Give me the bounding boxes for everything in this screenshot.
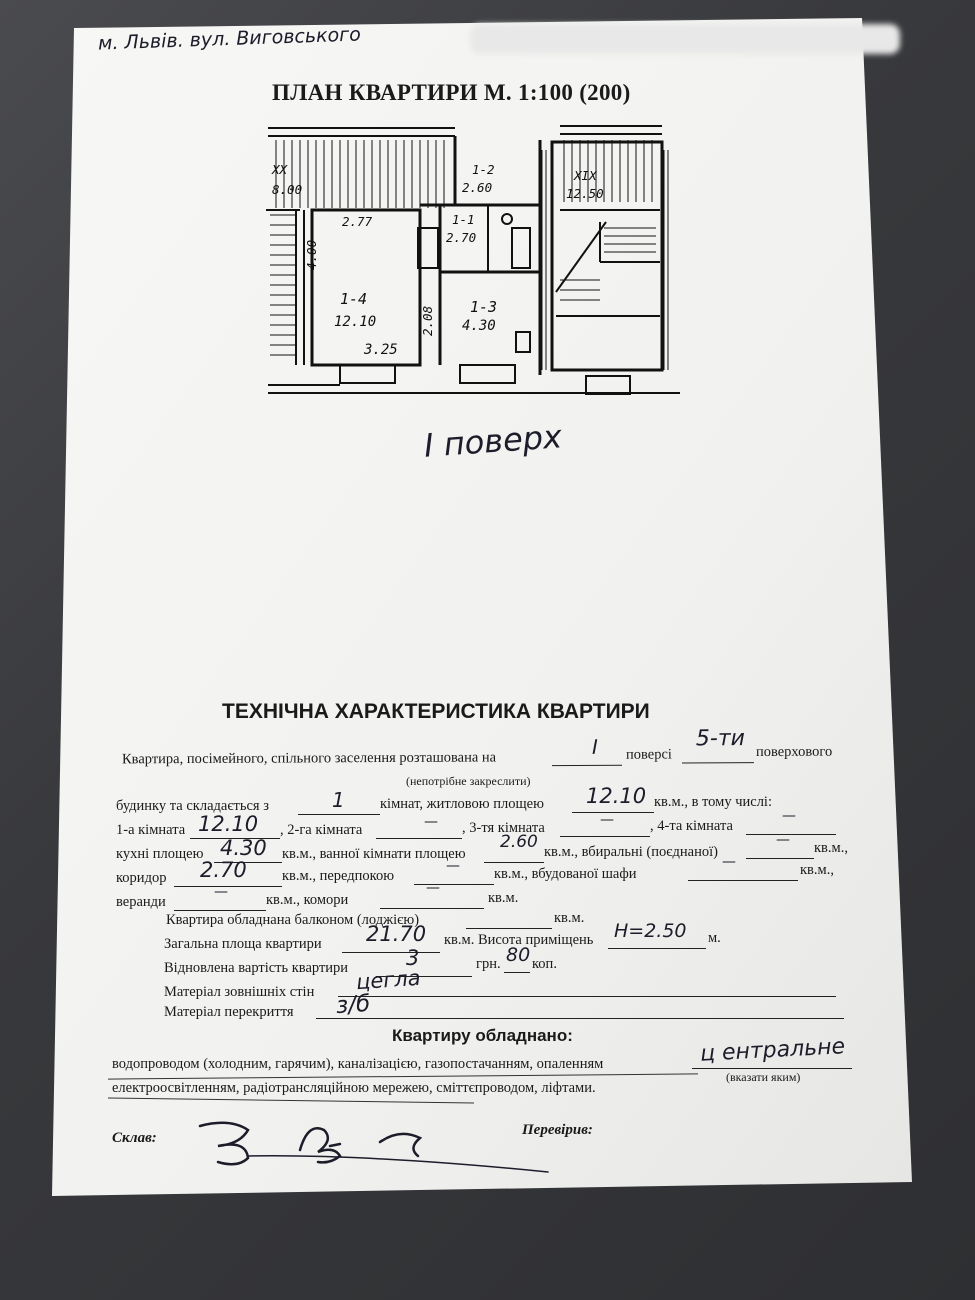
cost-text-b: грн. [476, 956, 501, 972]
bath-value: 2.60 [500, 832, 538, 852]
line4-text-a: кухні площею [116, 846, 204, 862]
note-cross-out: (непотрібне закреслити) [406, 774, 531, 788]
line1-text-a: Квартира, посімейного, спільного заселення розташована на [121, 749, 497, 768]
total-area-value: 21.70 [366, 922, 427, 946]
room4-value: — [782, 808, 796, 824]
room1-value: 12.10 [198, 812, 259, 836]
plan-label-dim-208: 2.08 [420, 305, 435, 336]
line2-text-a: будинку та складається з [116, 798, 269, 814]
line5-text-a: коридор [116, 870, 167, 886]
wardrobe-value: — [722, 854, 736, 870]
plan-label-r11-code: 1-1 [452, 212, 475, 227]
height-value: H=2.50 [614, 920, 687, 942]
compiled-by-label: Склав: [112, 1130, 157, 1146]
total-text-c: м. [708, 930, 721, 946]
line3-text-a: 1-а кімната [116, 822, 186, 838]
line5-text-b: кв.м., передпокою [282, 868, 395, 884]
cost-kop-value: 80 [506, 944, 531, 966]
hall-value: — [446, 858, 460, 874]
room2-value: — [424, 814, 438, 830]
line4-text-b: кв.м., ванної кімнати площею [282, 846, 466, 862]
equip-line2: електроосвітленням, радіотрансляційною мережею, сміттєпроводом, ліфтами. [112, 1080, 596, 1096]
plan-label-dim-277: 2.77 [342, 214, 373, 229]
plan-label-r12-area: 2.60 [462, 180, 493, 195]
checked-by-label: Перевірив: [522, 1122, 593, 1138]
kitchen-value: 4.30 [220, 836, 267, 860]
plan-title: ПЛАН КВАРТИРИ М. 1:100 (200) [272, 80, 631, 105]
balcony-text-b: кв.м. [554, 910, 585, 926]
line1-text-c: поверхового [755, 743, 833, 761]
line1-text-b: поверсі [625, 746, 672, 763]
plan-label-dim-325: 3.25 [364, 342, 398, 358]
heating-value: ц ентральне [699, 1034, 846, 1067]
cost-grn-value: 3 [406, 946, 420, 970]
ceiling-text-a: Матеріал перекриття [164, 1004, 294, 1020]
equip-note: (вказати яким) [726, 1070, 801, 1084]
living-area-value: 12.10 [586, 784, 647, 808]
line6-text-a: веранди [116, 894, 166, 910]
cost-text-a: Відновлена вартість квартири [164, 960, 349, 976]
balcony-text-a: Квартира обладнана балконом (лоджією) [166, 912, 420, 928]
veranda-value: — [214, 884, 228, 900]
line5-text-c: кв.м., вбудованої шафи [494, 866, 637, 882]
ceiling-value: з/б [335, 990, 372, 1020]
plan-label-r11-area: 2.70 [446, 230, 477, 245]
tech-title: ТЕХНІЧНА ХАРАКТЕРИСТИКА КВАРТИРИ [222, 700, 650, 723]
room3-value: — [600, 812, 614, 828]
equip-line1: водопроводом (холодним, гарячим), каналізацією, газопостачанням, опаленням [112, 1056, 604, 1072]
floors-value: 5-ти [695, 726, 746, 752]
plan-label-xx-code: XX [272, 162, 288, 177]
plan-label-r14-code: 1-4 [340, 290, 368, 308]
corridor-value: 2.70 [200, 858, 247, 882]
plan-label-xx-area: 8.00 [272, 182, 303, 197]
plan-label-r12-code: 1-2 [472, 162, 495, 177]
wc-value: — [776, 832, 790, 848]
floor-handwritten: I поверх [422, 417, 564, 465]
line3-text-d: , 4-та кімната [650, 818, 733, 834]
address-handwritten: м. Львів. вул. Виговського [97, 23, 362, 55]
line4-text-c: кв.м., вбиральні (поєднаної) [544, 844, 718, 860]
line2-text-b: кімнат, житловою площею [380, 796, 544, 812]
plan-label-r13-code: 1-3 [470, 298, 498, 316]
line2-text-c: кв.м., в тому числі: [654, 794, 772, 810]
plan-label-r14-area: 12.10 [334, 314, 377, 330]
rooms-value: 1 [332, 788, 345, 812]
total-text-a: Загальна площа квартири [164, 936, 322, 952]
plan-label-xix-code: XIX [574, 168, 597, 183]
cost-text-c: коп. [532, 956, 557, 972]
walls-value: цегла [355, 965, 422, 995]
storeroom-value: — [426, 880, 440, 896]
equip-title: Квартиру обладнано: [392, 1026, 573, 1045]
line3-text-c: , 3-тя кімната [462, 820, 545, 836]
plan-label-dim-400: 4.00 [304, 239, 319, 270]
floor-value: I [591, 734, 598, 759]
line6-text-c: кв.м. [488, 890, 519, 906]
plan-label-r13-area: 4.30 [462, 318, 496, 334]
line5-text-d: кв.м., [800, 862, 834, 878]
line6-text-b: кв.м., комори [266, 892, 349, 908]
plan-label-xix-area: 12.50 [566, 186, 604, 201]
total-text-b: кв.м. Висота приміщень [444, 932, 594, 948]
line4-text-d: кв.м., [814, 840, 848, 856]
walls-text-a: Матеріал зовнішніх стін [164, 984, 315, 1000]
line3-text-b: , 2-га кімната [280, 822, 363, 838]
